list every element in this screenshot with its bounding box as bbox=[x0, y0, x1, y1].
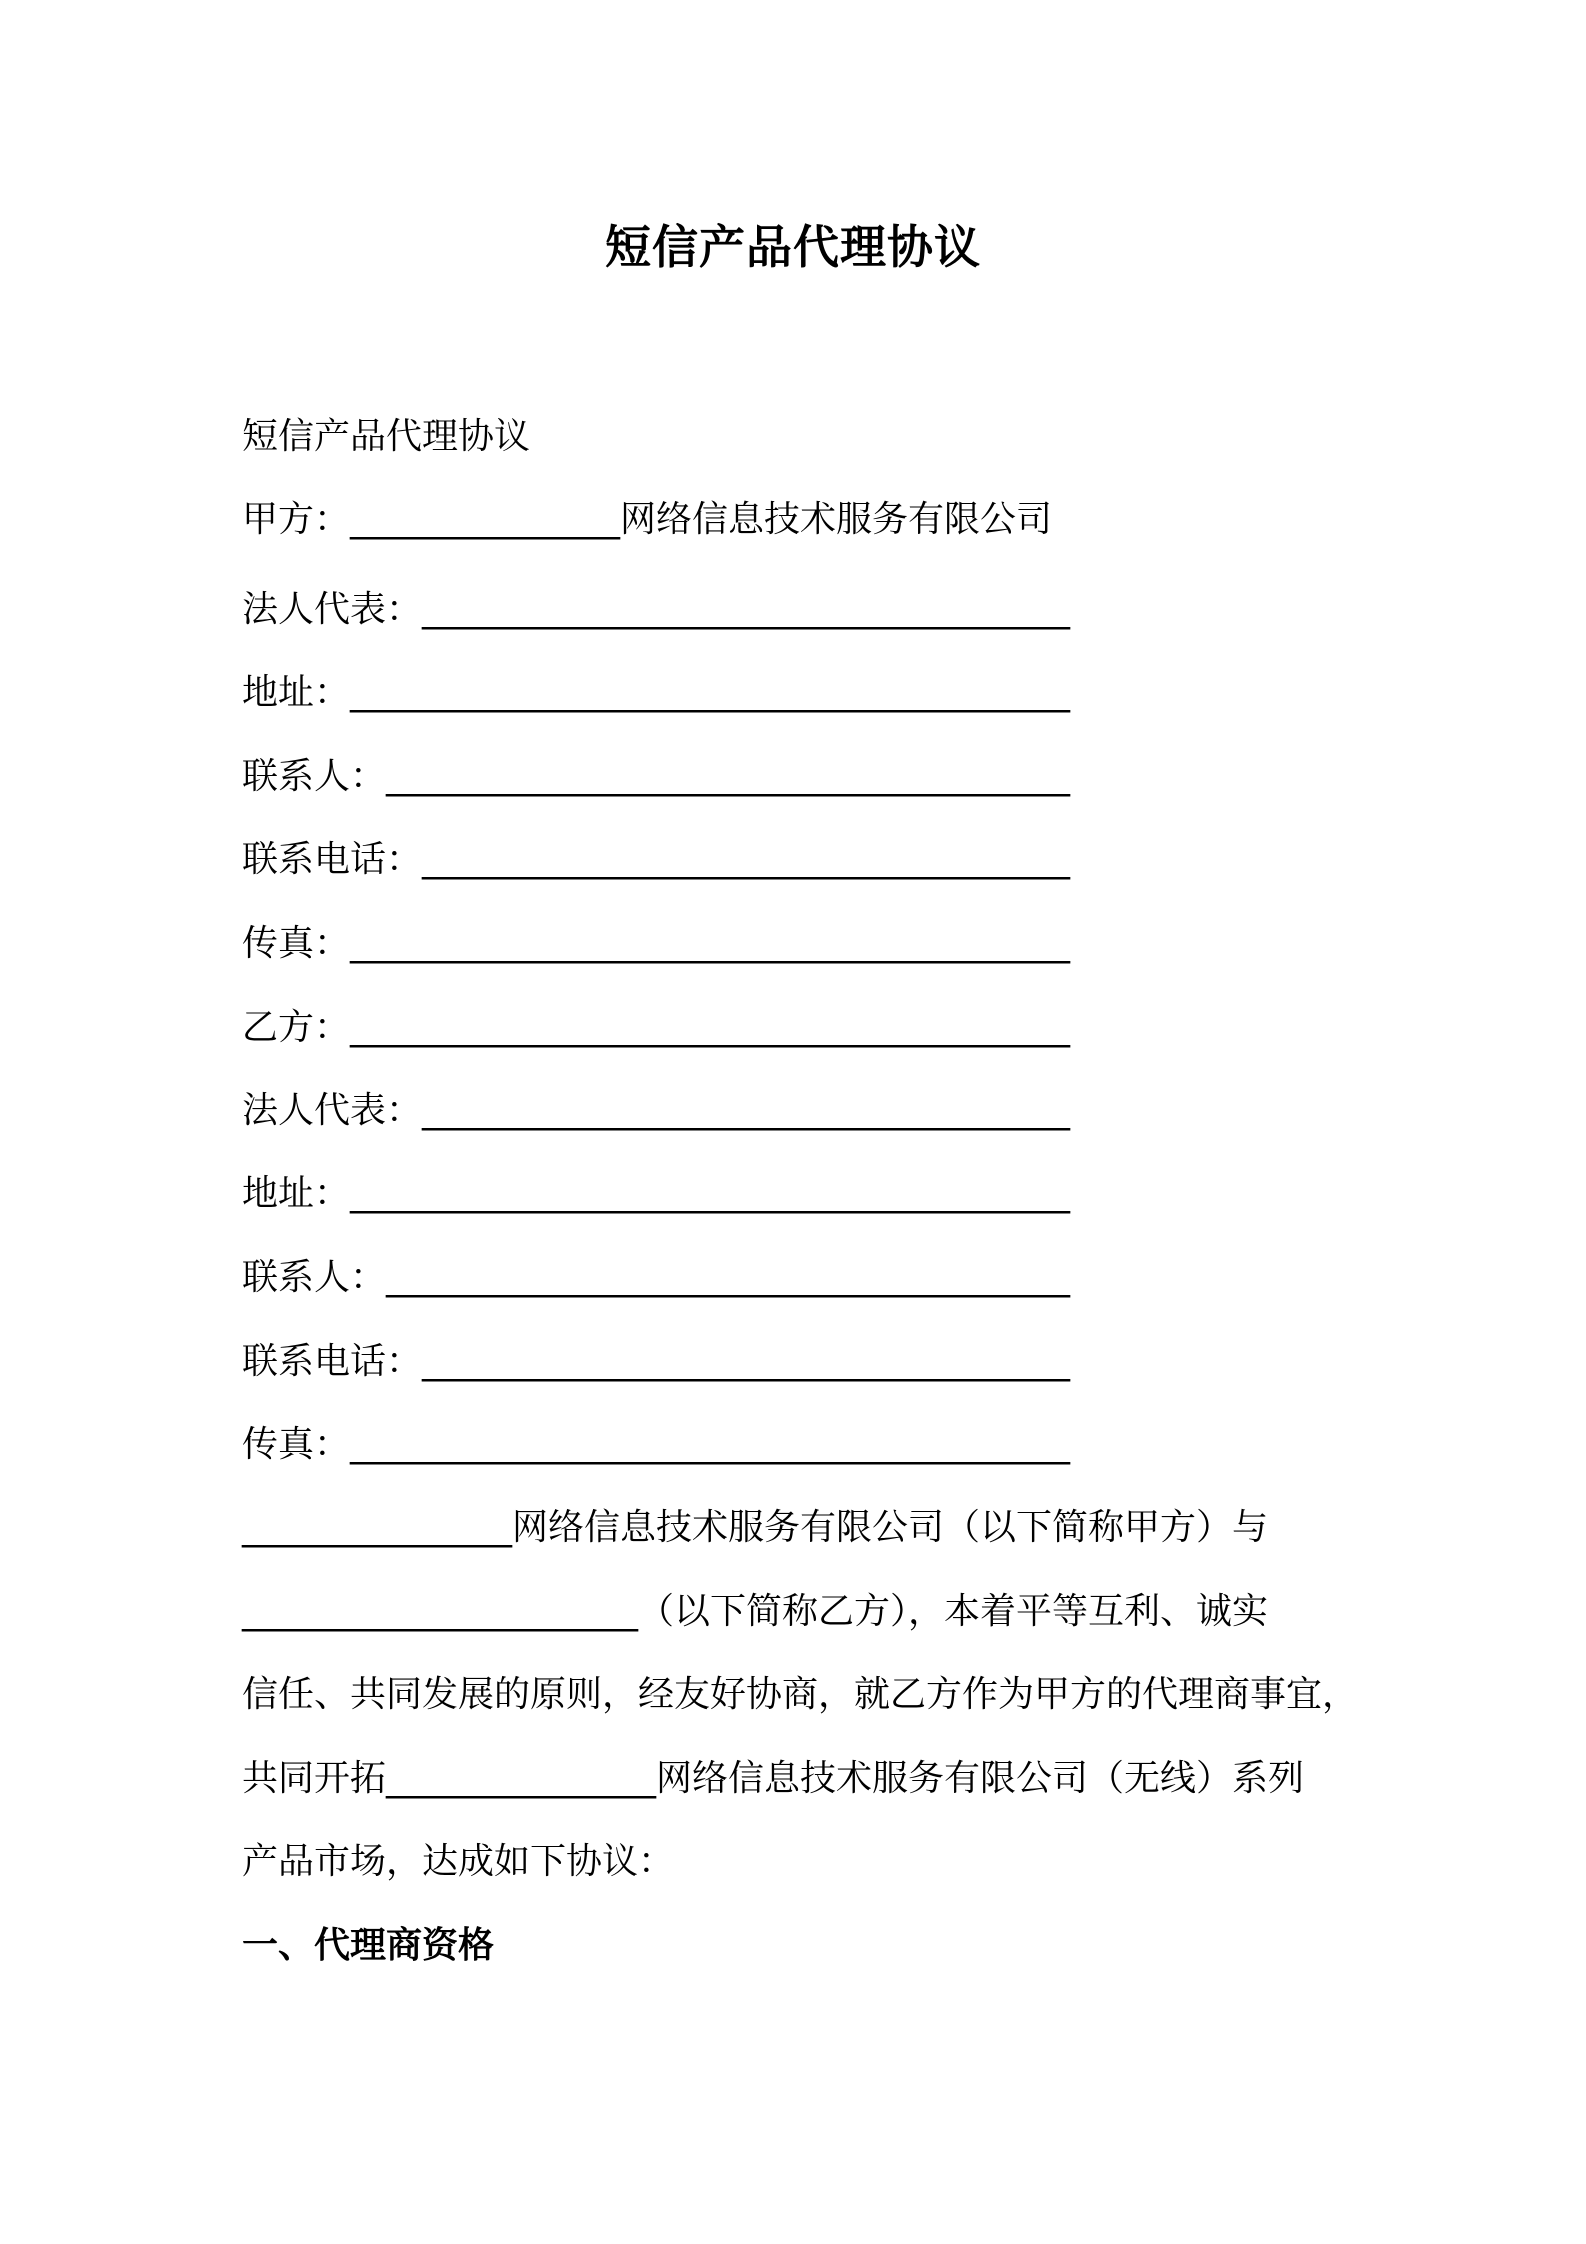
paragraph-line: 产品市场，达成如下协议： bbox=[242, 1841, 675, 1882]
document-title: 短信产品代理协议 bbox=[605, 220, 981, 274]
section-heading: 一、代理商资格 bbox=[242, 1925, 495, 1966]
paragraph-line: _______________网络信息技术服务有限公司（以下简称甲方）与 bbox=[242, 1507, 1269, 1548]
paragraph-line: ______________________（以下简称乙方），本着平等互利、诚实 bbox=[242, 1591, 1269, 1632]
party-a-name: 甲方：_______________网络信息技术服务有限公司 bbox=[242, 499, 1053, 540]
party-b-phone: 联系电话：____________________________________ bbox=[242, 1341, 1071, 1382]
party-a-contact: 联系人：______________________________________ bbox=[242, 756, 1071, 797]
document-subtitle: 短信产品代理协议 bbox=[242, 416, 531, 457]
party-a-phone: 联系电话：____________________________________ bbox=[242, 839, 1071, 880]
party-a-fax: 传真：________________________________________ bbox=[242, 923, 1071, 964]
party-b-contact: 联系人：______________________________________ bbox=[242, 1257, 1071, 1298]
paragraph-line: 信任、共同发展的原则，经友好协商，就乙方作为甲方的代理商事宜， bbox=[242, 1674, 1359, 1715]
party-b-name: 乙方：________________________________________ bbox=[242, 1007, 1071, 1048]
paragraph-line: 共同开拓_______________网络信息技术服务有限公司（无线）系列 bbox=[242, 1758, 1305, 1799]
party-b-address: 地址：________________________________________ bbox=[242, 1173, 1071, 1214]
party-a-address: 地址：________________________________________ bbox=[242, 672, 1071, 713]
party-b-fax: 传真：________________________________________ bbox=[242, 1424, 1071, 1465]
party-a-legal-rep: 法人代表：____________________________________ bbox=[242, 589, 1071, 630]
party-b-legal-rep: 法人代表：____________________________________ bbox=[242, 1090, 1071, 1131]
